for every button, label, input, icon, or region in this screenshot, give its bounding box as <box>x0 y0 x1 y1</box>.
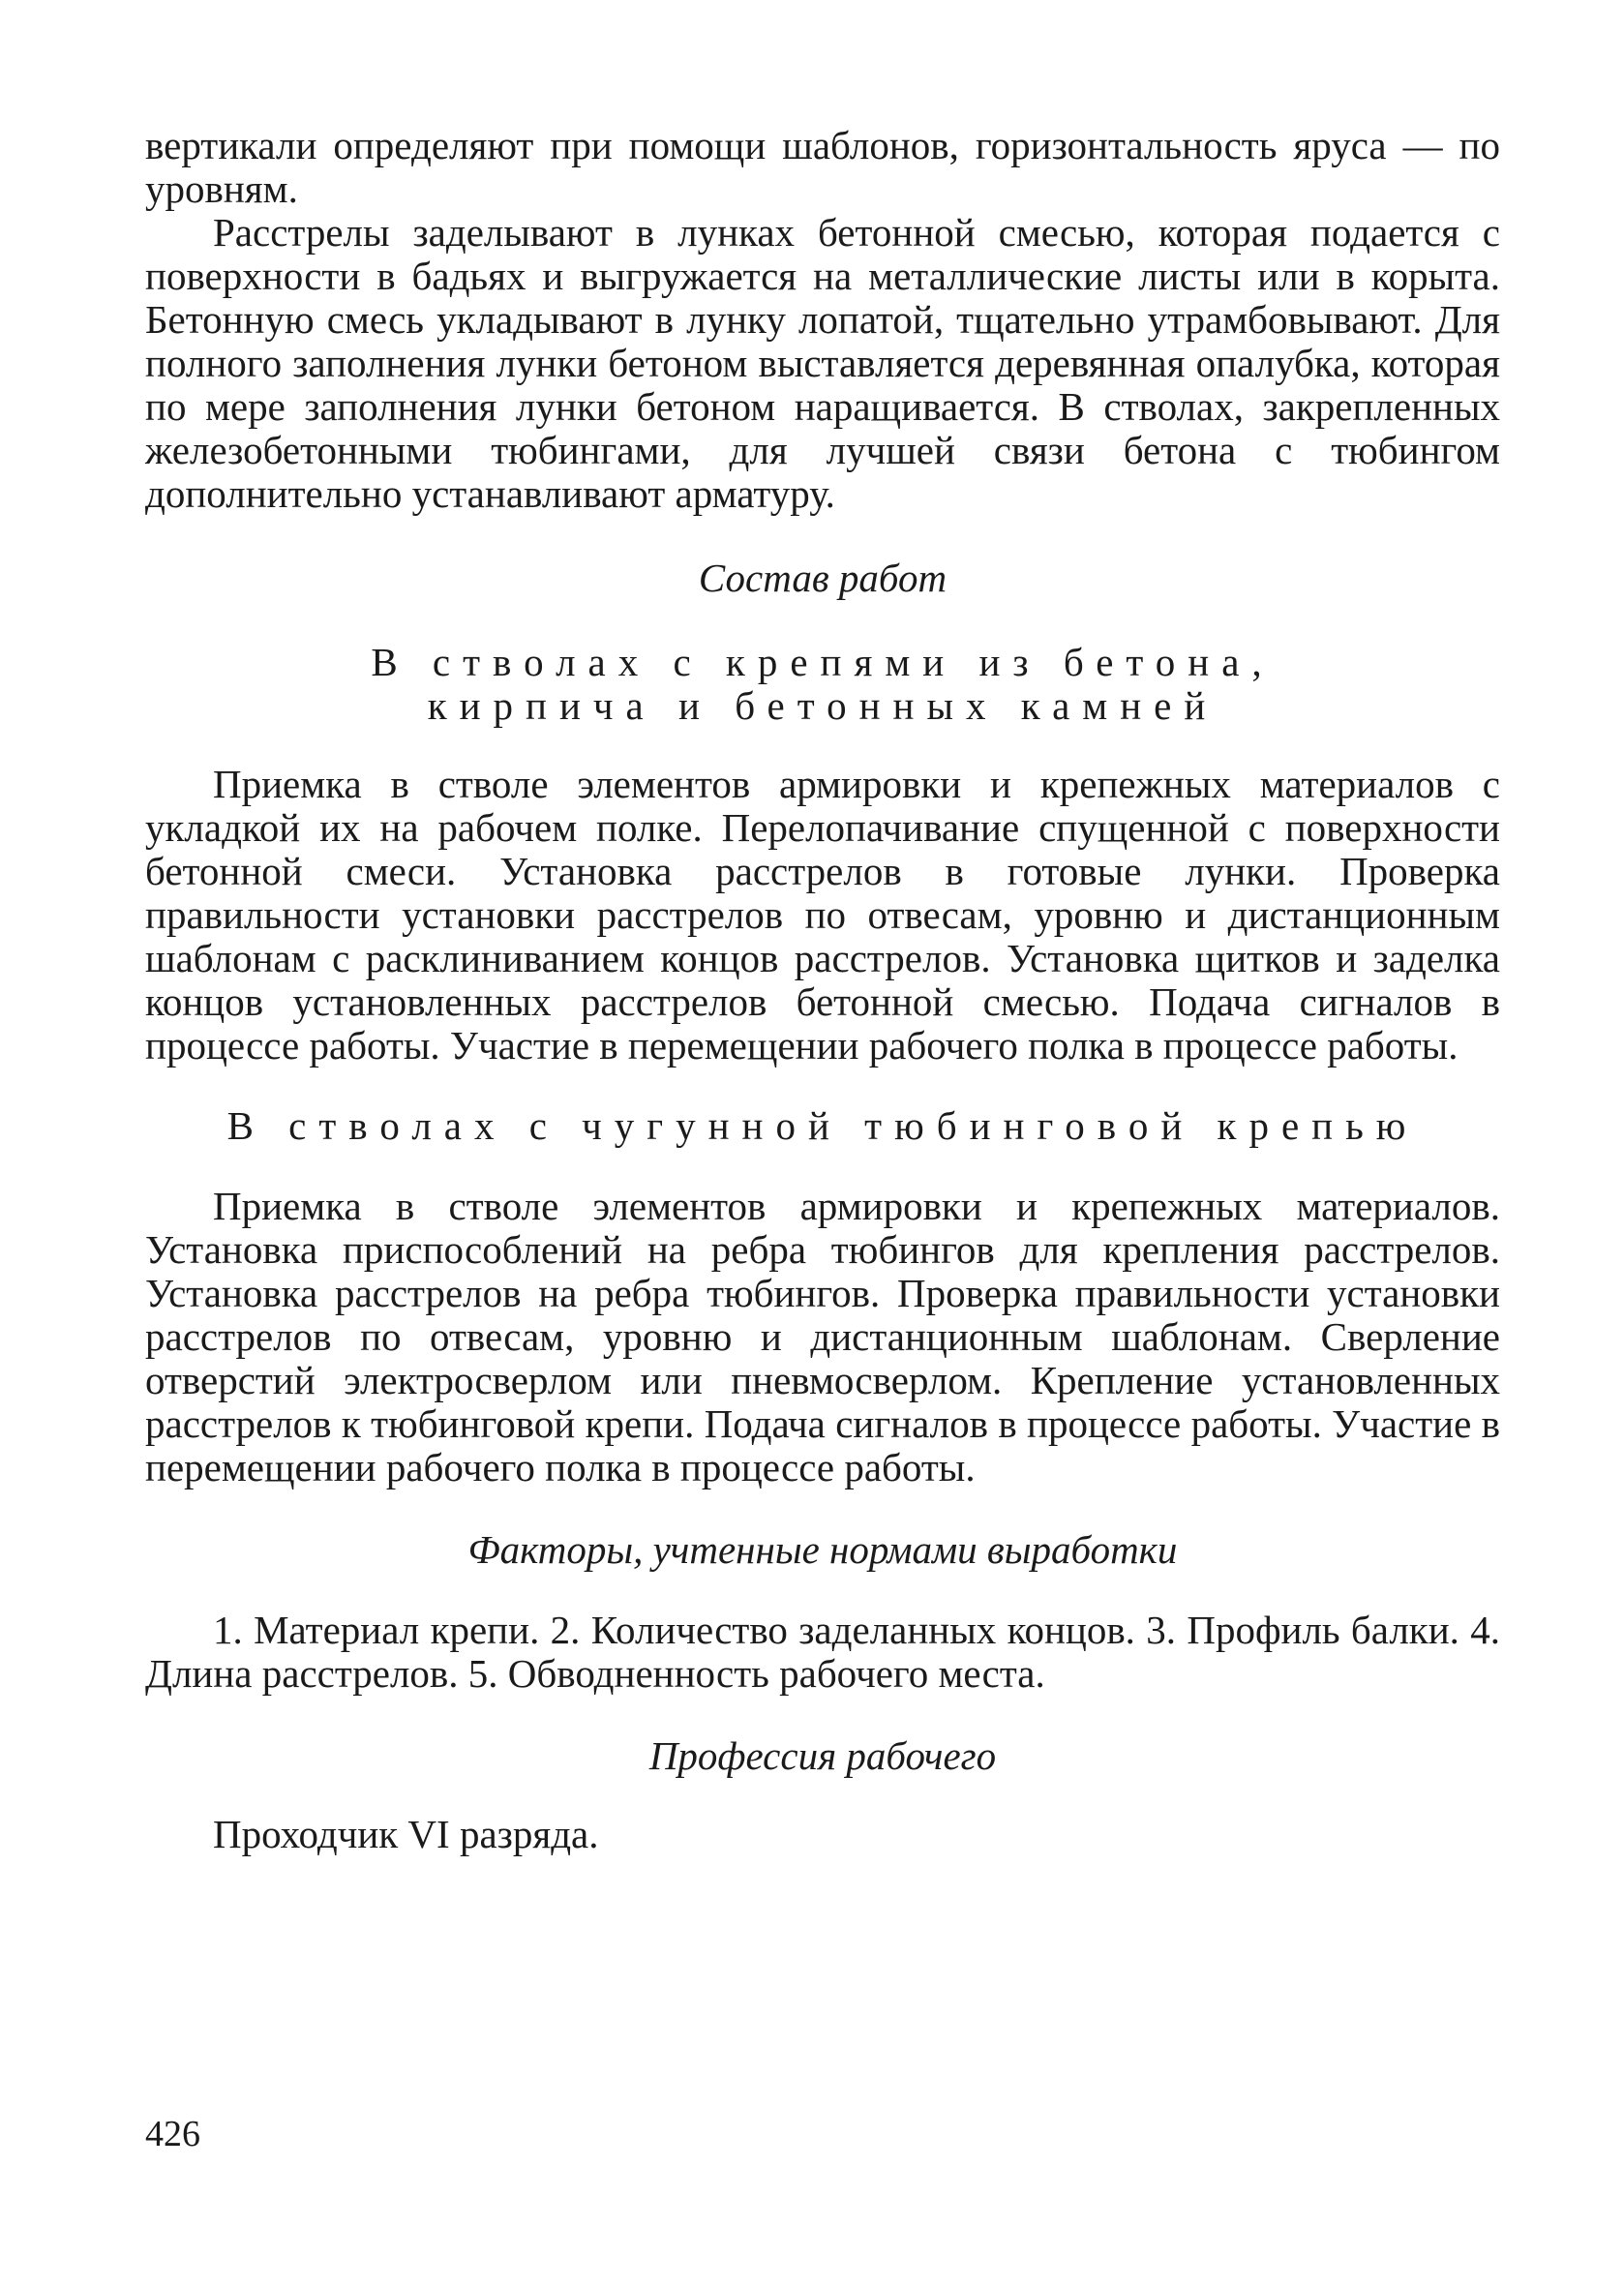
concrete-subsection-heading-line2: кирпича и бетонных камней <box>427 683 1218 728</box>
concrete-subsection-heading-line1: В стволах с крепями из бетона, <box>371 640 1275 684</box>
intro-continuation-paragraph: вертикали определяют при помощи шаблонов, горизонтальность яруса — по уровням. <box>145 123 1500 211</box>
composition-heading: Состав работ <box>698 556 947 600</box>
rasstrely-paragraph: Расстрелы заделывают в лунках бетонной смесью, которая подается с поверхности в бадьях и выгружается на металлические листы или в корыта. Бетонную смесь укладывают в лунку лопатой, тщательно утрамбовывают. Для полного заполнения лунки бетоном выставляется деревянная опалубка, которая по мере заполнения лунки бетоном наращивается. В стволах, закрепленных железобетонными тюбингами, для лучшей связи бетона с тюбингом дополнительно устанавливают арматуру. <box>145 210 1500 516</box>
profession-heading: Профессия рабочего <box>648 1733 997 1778</box>
profession-paragraph: Проходчик VI разряда. <box>213 1812 599 1856</box>
concrete-subsection-heading <box>145 641 1500 728</box>
page-body <box>145 124 1500 1856</box>
factors-paragraph: 1. Материал крепи. 2. Количество заделанных концов. 3. Профиль балки. 4. Длина расстрелов. 5. Обводненность рабочего места. <box>145 1608 1500 1696</box>
iron-subsection-heading: В стволах с чугунной тюбинговой крепью <box>226 1103 1419 1148</box>
factors-heading: Факторы, учтенные нормами выработки <box>467 1527 1178 1572</box>
page-number: 426 <box>145 2114 200 2154</box>
concrete-subsection-paragraph: Приемка в стволе элементов армировки и крепежных материалов с укладкой их на рабочем полке. Перелопачивание спущенной с поверхности бетонной смеси. Установка расстрелов в готовые лунки. Проверка правильности установки расстрелов по отвесам, уровню и дистанционным шаблонам с расклиниванием концов расстрелов. Установка щитков и заделка концов установленных расстрелов бетонной смесью. Подача сигналов в процессе работы. Участие в перемещении рабочего полка в процессе работы. <box>145 762 1500 1068</box>
iron-subsection-paragraph: Приемка в стволе элементов армировки и крепежных материалов. Установка приспособлений на ребра тюбингов для крепления расстрелов. Установка расстрелов на ребра тюбингов. Проверка правильности установки расстрелов по отвесам, уровню и дистанционным шаблонам. Сверление отверстий электросверлом или пневмосверлом. Крепление установленных расстрелов к тюбинговой крепи. Подача сигналов в процессе работы. Участие в перемещении рабочего полка в процессе работы. <box>145 1184 1500 1490</box>
